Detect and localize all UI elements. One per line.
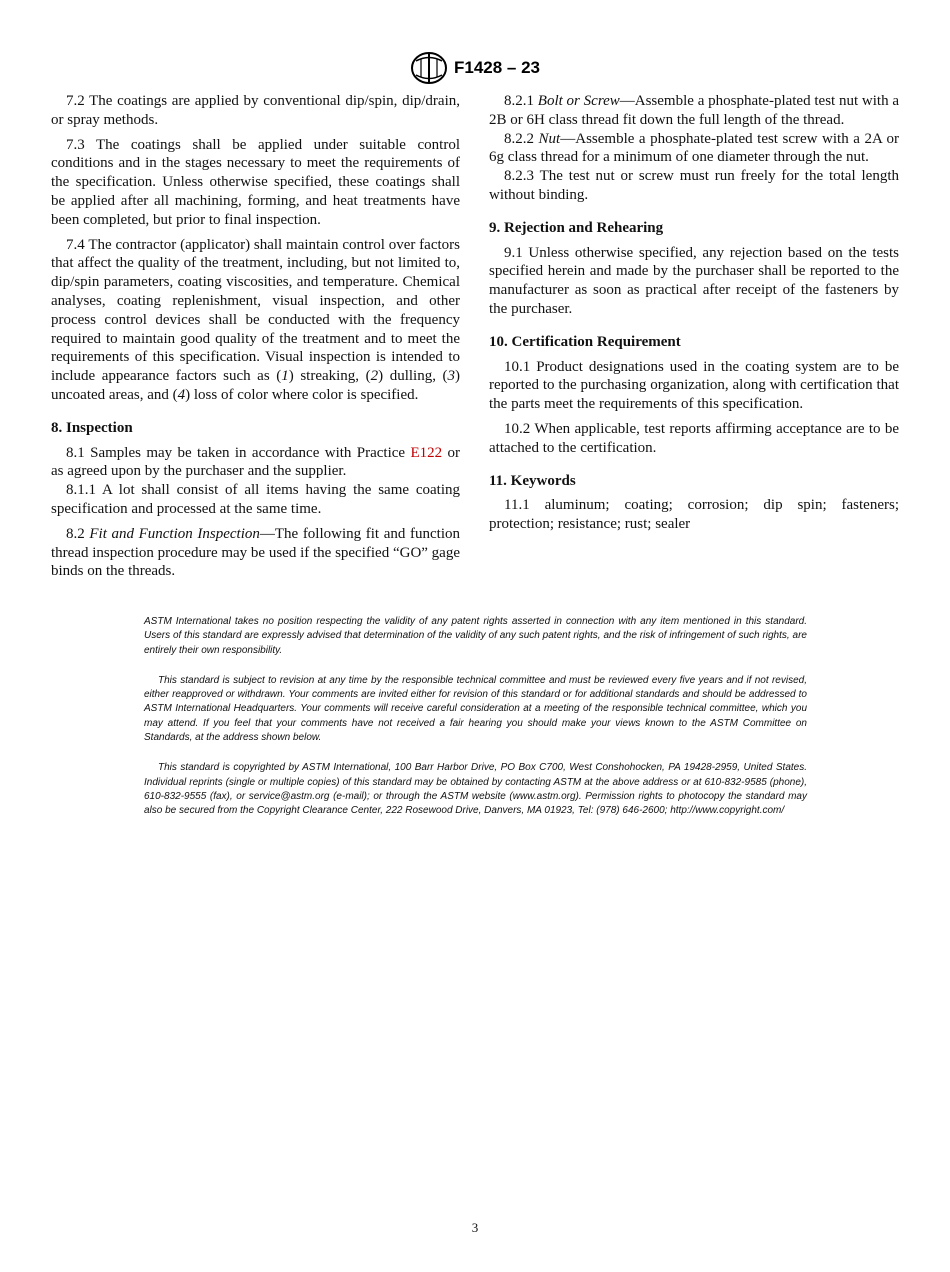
- right-column: [489, 92, 899, 540]
- paragraph-8-2-1: 8.2.1 Bolt or Screw—Assemble a phosphate-plated test nut with a 2B or 6H class thread fit down the full length of the thread.: [489, 93, 900, 128]
- reference-link-e122[interactable]: E122: [410, 444, 443, 461]
- paragraph-7-3: 7.3 The coatings shall be applied under suitable control conditions and in the stages necessary to meet the requirements of the specification. Unless otherwise specified, these coatings shall be applied after all machining, forming, and heat treatments have been completed, but prior to final inspection.: [51, 136, 460, 228]
- page-header: [0, 51, 950, 85]
- notice-patent: ASTM International takes no position respecting the validity of any patent rights asserted in connection with any item mentioned in this standard. Users of this standard are expressly advised that determination of the validity of any such patent rights, and the risk of infringement of such rights, are entirely their own responsibility.: [144, 616, 807, 656]
- astm-logo-icon: [410, 51, 448, 85]
- paragraph-9-1: 9.1 Unless otherwise specified, any rejection based on the tests specified herein and made by the purchaser shall be reported to the manufacturer as soon as practical after receipt of the fasteners by the purchaser.: [489, 244, 899, 317]
- paragraph-11-1: 11.1 aluminum; coating; corrosion; dip spin; fasteners; protection; resistance; rust; sealer: [489, 497, 899, 533]
- paragraph-7-4: 7.4 The contractor (applicator) shall maintain control over factors that affect the quality of the treatment, including, but not limited to, dip/spin parameters, coating viscosities, and temperature. Chemical analyses, coating replenishment, visual inspection, and other process control devices shall be conducted with the frequency required to maintain good quality of the treatment and to meet the requirements of this specification. Visual inspection is intended to include appearance factors such as (1) streaking, (2) dulling, (3) uncoated areas, and (4) loss of color where color is specified.: [51, 236, 461, 403]
- paragraph-8-2: 8.2 Fit and Function Inspection—The following fit and function thread inspection procedure may be used if the specified “GO” gage binds on the threads.: [51, 525, 460, 580]
- page-number: 3: [471, 1220, 479, 1235]
- paragraph-8-1-1: 8.1.1 A lot shall consist of all items having the same coating specification and processed at the same time.: [51, 482, 460, 517]
- paragraph-8-1: 8.1 Samples may be taken in accordance with Practice E122 or as agreed upon by the purchaser and the supplier.: [51, 444, 460, 480]
- notice-revision: This standard is subject to revision at any time by the responsible technical committee and must be reviewed every five years and if not revised, either reapproved or withdrawn. Your comments are invited either for revision of this standard or for additional standards and should be addressed to ASTM International Headquarters. Your comments will receive careful consideration at a meeting of the responsible technical committee, which you may attend. If you feel that your comments have not received a fair hearing you should make your views known to the ASTM Committee on Standards, at the address shown below.: [144, 674, 807, 744]
- section-heading-rejection: 9. Rejection and Rehearing: [489, 219, 664, 236]
- section-heading-inspection: 8. Inspection: [51, 419, 133, 436]
- paragraph-10-1: 10.1 Product designations used in the coating system are to be reported to the purchasing organization, along with certification that the parts meet the requirements of this specification.: [489, 358, 899, 413]
- paragraph-10-2: 10.2 When applicable, test reports affirming acceptance are to be attached to the certification.: [489, 420, 899, 456]
- section-heading-certification: 10. Certification Requirement: [489, 333, 681, 350]
- paragraph-8-2-3: 8.2.3 The test nut or screw must run freely for the total length without binding.: [489, 168, 899, 203]
- section-heading-keywords: 11. Keywords: [489, 472, 576, 489]
- paragraph-7-2: 7.2 The coatings are applied by conventional dip/spin, dip/drain, or spray methods.: [51, 93, 460, 128]
- astm-notice: [144, 615, 807, 835]
- paragraph-8-2-2: 8.2.2 Nut—Assemble a phosphate-plated test screw with a 2A or 6g class thread for a minimum of one diameter through the nut.: [489, 130, 899, 166]
- notice-copyright: This standard is copyrighted by ASTM International, 100 Barr Harbor Drive, PO Box C700, West Conshohocken, PA 19428-2959, United States. Individual reprints (single or multiple copies) of this standard may be obtained by contacting ASTM at the above address or at 610-832-9585 (phone), 610-832-9555 (fax), or service@astm.org (e-mail); or through the ASTM website (www.astm.org). Permission rights to photocopy the standard may also be secured from the Copyright Clearance Center, 222 Rosewood Drive, Danvers, MA 01923, Tel: (978) 646-2600; http://www.copyright.com/: [144, 762, 807, 817]
- document-id: F1428 – 23: [453, 58, 540, 77]
- left-column: [51, 92, 460, 587]
